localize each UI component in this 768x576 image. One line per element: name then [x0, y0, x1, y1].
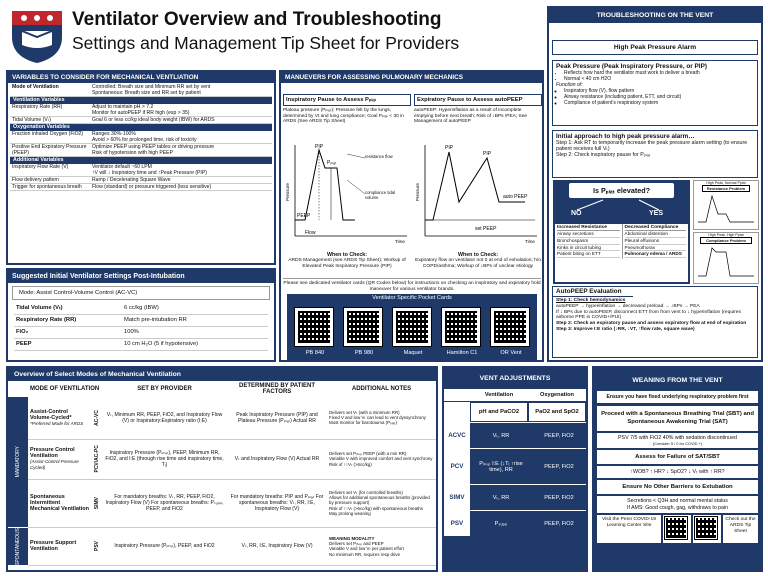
- autopeep-step-2: Step 2: Check an expiratory pause and assess expiratory flow at end of expiration: [556, 321, 747, 327]
- psv-setting: PSV 7/5 with FiO2 40% with sedation discontinued: [618, 435, 737, 441]
- initial-setting-row: [14, 315, 268, 327]
- ards-tip-sheet-link[interactable]: Check out the ARDS Tip Sheet: [723, 515, 758, 543]
- autopeep-step-1-text: autoPEEP → hyperinflation → decreased preload → ↓BPs → PEA If ↓ BPs due to autoPEEP, disconnect ETT from from vent to ↓ hyperinflation (requires airborne PPE in COVID+/PUI): [556, 303, 741, 321]
- initial-settings-table: [8, 303, 274, 351]
- troubleshooting-header: TROUBLESHOOTING ON THE VENT: [549, 8, 761, 23]
- qr-label: PB 980: [354, 350, 374, 356]
- setting-value: Match pre-intubation RR: [124, 317, 187, 323]
- mini-graph-1-sub: Resistance Problem: [702, 185, 750, 192]
- maneuvers-header: MANUEVERS FOR ASSESSING PULMONARY MECHANICS: [281, 72, 542, 83]
- check-right-text: Expiratory flow on ventilator not 0 at end of exhalation; h/o COPD/asthma; Workup of ↓BPs of unclear etiology: [415, 258, 541, 269]
- vent-adjustments-panel: [442, 366, 588, 572]
- compliance-causes: [625, 231, 687, 258]
- check-right-title: When to Check:: [457, 252, 499, 258]
- variable-description: Adjust to maintain pH > 7.2 Monitor for autoPEEP if RR high (esp > 35): [92, 103, 190, 116]
- check-left-title: When to Check:: [326, 252, 368, 258]
- compliance-cause: Pneumothorax: [625, 245, 687, 252]
- weaning-header: WEANING FROM THE VENT: [632, 377, 723, 384]
- graph-right-pip-2: PIP: [483, 151, 492, 157]
- weaning-ensure: Ensure you have fixed underlying respiratory problem first: [597, 391, 758, 403]
- spontaneous-side-label: SPONTANEOUS: [15, 527, 21, 566]
- expiratory-pause-graph: [415, 140, 541, 244]
- variable-name: Positive End Expiratory Pressure (PEEP): [12, 143, 87, 156]
- ventilation-adjustment: Vₜ, RR: [492, 494, 510, 501]
- initial-setting-row: [14, 339, 268, 351]
- page-title: Ventilator Overview and Troubleshooting: [72, 9, 442, 30]
- adjustment-row: [444, 422, 586, 448]
- compliance-cause: Pulmonary edema / ARDS: [625, 251, 687, 258]
- qr-code-covid: [663, 515, 691, 543]
- mode-row: [8, 479, 436, 527]
- mode-abbreviation: PCV/AC-PC: [94, 445, 100, 473]
- modes-column-header: ADDITIONAL NOTES: [351, 386, 412, 392]
- mandatory-side-label: MANDATORY: [15, 446, 21, 478]
- qr-label: Hamilton C1: [446, 350, 478, 356]
- approach-step-2: Step 2: Check inspiratory pause for Pₚₗₐₜ: [556, 152, 651, 159]
- function-item: ◦ Compliance of patient’s respiratory system: [564, 100, 754, 106]
- adjustment-mode: PSV: [444, 511, 470, 536]
- qr-code[interactable]: [491, 308, 529, 346]
- mode-note: Delivers set Vₜ (for controlled breaths): [329, 489, 403, 495]
- resistance-causes: [557, 231, 620, 258]
- patient-determined: Vₜ and Inspiratory Flow (V) Actual RR: [227, 439, 327, 479]
- resistance-cause: Airway secretions: [557, 231, 620, 238]
- setting-value: 100%: [124, 329, 139, 335]
- variable-description: Ranges 30%-100% Avoid > 60% for prolonged time, risk of toxicity: [92, 130, 197, 143]
- setting-name: Tidal Volume (Vₜ): [16, 305, 63, 311]
- ventilation-adjustment: Pᵢₙₛₚ I:E (↓Tᵢ ↑rise time), RR: [479, 460, 523, 473]
- oxygenation-col: Oxygenation: [540, 392, 574, 398]
- variables-row: [10, 144, 272, 157]
- variable-description: Optimize PEEP using PEEP tables or driving pressure Risk of hypotension with high PEEP: [92, 143, 215, 156]
- qr-code-ards: [693, 515, 721, 543]
- mode-abbreviation: SIMV: [94, 496, 100, 510]
- mode-row: [8, 397, 436, 439]
- decision-arrows: [553, 198, 690, 218]
- graph-right-xlabel: Time: [525, 239, 535, 244]
- mini-graph-2: [694, 244, 760, 280]
- variable-name: Flow delivery pattern: [12, 176, 59, 183]
- mini-graph-1: [694, 192, 760, 226]
- resistance-cause: Patient biting on ETT: [557, 251, 620, 258]
- ventilation-adjustment: Pₛᵤₚₚ: [494, 520, 508, 527]
- adjustment-rows: [444, 422, 586, 536]
- variable-description: Goal 6 or less cc/kg ideal body weight (IBW) for ARDS: [92, 116, 215, 123]
- vent-adjustments-header: VENT ADJUSTMENTS: [479, 375, 551, 382]
- mode-subtitle: *Preferred Mode for ARDS: [30, 420, 84, 426]
- function-item: ◦ Airway resistance (including patient, ETT, and circuit): [564, 94, 754, 100]
- secretions-criterion: Secretions < Q3H and normal mental status: [627, 498, 728, 504]
- mode-name: Spontaneous Intermittent Mechanical Ventilation: [30, 494, 89, 512]
- variables-section-header: Ventilation Variables: [10, 97, 272, 104]
- compliance-cause: Abdominal distention: [625, 231, 687, 238]
- set-by-provider: Vₜ, Minimum RR, PEEP, FiO2, and Inspiratory Flow (V) or Inspiratory:Expiratory ratio (I:E): [102, 397, 227, 439]
- variables-table: [8, 83, 274, 192]
- mode-note: Fixed V and low Vₜ can lead to vent dyssynchrony: [329, 415, 426, 421]
- variable-name: Inspiratory Flow Rate (V): [12, 163, 69, 170]
- ventilation-col: Ventilation: [484, 392, 514, 398]
- variables-panel: [6, 70, 276, 265]
- covid-learning-center-link[interactable]: Visit the Penn COVID-19 Learning Center Site: [597, 515, 661, 543]
- graph-right-setpeep: set PEEP: [475, 226, 497, 232]
- graph-left-pip: PIP: [315, 144, 324, 150]
- variables-row: [10, 117, 272, 124]
- variable-description: Ramp / Decelerating Square Wave: [92, 176, 171, 183]
- graph-left-peep: PEEP: [297, 213, 311, 219]
- mini-graph-2-title: High Peak, High Pplat: [708, 233, 744, 237]
- mode-note: Variable V with improved comfort and vent synchrony: [329, 456, 433, 462]
- graph-left-pplat: Pₚₗₐₜ: [327, 160, 337, 166]
- mode-note: WEANING MODALITY: [329, 536, 375, 542]
- expiratory-pause-text: autoPEEP: Hyperinflation as a result of incomplete emptying before next breath; Risk of ↓BPs /PEA; See Management of autoPEEP: [414, 108, 528, 125]
- peak-pressure-title: Peak Pressure (Peak Inspiratory Pressure, or PIP): [556, 63, 707, 70]
- adjustment-row: [444, 448, 586, 484]
- expiratory-pause-title: Expiratory Pause to Assess autoPEEP: [414, 94, 542, 106]
- oxygenation-subheader: PaO2 and SpO2: [528, 402, 586, 422]
- autopeep-title: AutoPEEP Evaluation: [553, 287, 633, 297]
- adjustment-row: [444, 484, 586, 510]
- mode-note: No minimum RR, requires resp drive: [329, 551, 401, 557]
- sbt-sat-box: Proceed with a Spontaneous Breathing Trial (SBT) and Spontaneous Awakening Trial (SAT): [597, 406, 758, 431]
- graph-right-ylabel: Pressure: [415, 182, 420, 201]
- resistance-cause: Bronchospasm: [557, 238, 620, 245]
- qr-code[interactable]: [442, 308, 480, 346]
- function-of-label: Function of:: [556, 82, 583, 88]
- variables-row: [10, 164, 272, 177]
- setting-name: PEEP: [16, 341, 32, 347]
- variable-description: Controlled: Breath size and Minimum RR set by vent Spontaneous: Breath size and RR set by patient: [92, 84, 211, 97]
- patient-determined: Vₜ, RR, I:E, Inspiratory Flow (V): [227, 527, 327, 566]
- graph-left-compliance: compliance tidal volume: [365, 190, 396, 200]
- initial-settings-panel: [6, 268, 276, 362]
- variable-description: Ventilator default ~60 LPM ↑V will ↓ Inspiratory time and ↑Peak Pressure (PIP): [92, 163, 207, 176]
- variables-row: [10, 177, 272, 184]
- answer-no: NO: [571, 210, 582, 217]
- variable-name: Fraction inhaled Oxygen (FiO2): [12, 130, 84, 137]
- mode-row: [8, 439, 436, 479]
- inspiratory-pause-title: Inspiratory Pause to Assess Pₚₗₐₜ: [283, 94, 411, 106]
- peak-pressure-bullets: [556, 70, 754, 82]
- oxygenation-adjustment: PEEP, FiO2: [544, 494, 574, 501]
- failure-signs: ↑WOB? ↑ HR? ↓ SpO2? ↓ Vₜ with ↑ RR?: [597, 466, 758, 478]
- setting-value: 10 cm H₂O (5 if hypotensive): [124, 341, 199, 347]
- mode-subtitle: (Assist-Control Pressure Cycled): [30, 459, 79, 470]
- initial-mode: Mode: Assist Control-Volume Control (AC-VC): [12, 286, 270, 300]
- variable-name: Respiratory Rate (RR): [12, 103, 63, 110]
- initial-setting-row: [14, 327, 268, 339]
- pplat-question: Is Pₚₗₐₜ elevated?: [569, 183, 674, 198]
- ventilation-subheader: pH and PaCO2: [470, 402, 528, 422]
- qr-code[interactable]: [295, 308, 333, 346]
- mode-note: Delivers set Pᵢₙₛₚ and PEEP: [329, 541, 384, 547]
- psv-covid-note: (Consider 5 / 0 for COVID +): [652, 441, 703, 446]
- mode-note: Delivers set Pᵢₙₛₚ PEEP (with a min RR): [329, 451, 407, 457]
- answer-yes: YES: [649, 210, 664, 217]
- modes-table: [8, 381, 436, 566]
- patient-determined: For mandatory breaths: PIP and Pₚₗₐₜ For spontaneous breaths: Vₜ, RR, I:E, Inspiratory Flow (V): [227, 479, 327, 527]
- adjustment-mode: PCV: [444, 449, 470, 484]
- mode-note: Variable V and low Vₜ per patient effort: [329, 546, 404, 552]
- inspiratory-pause-graph: [285, 140, 411, 244]
- mini-graph-1-title: High Peak, Normal Pplat: [706, 181, 746, 185]
- variables-row: [10, 104, 272, 117]
- graph-left-ylabel: Pressure: [285, 182, 290, 201]
- oxygenation-adjustment: PEEP, FiO2: [544, 520, 574, 527]
- weaning-panel: [592, 366, 763, 572]
- variable-name: Mode of Ventilation: [12, 84, 59, 90]
- mode-row: [8, 527, 436, 566]
- inspiratory-pause-text: Plateau pressure (Pₚₗₐₜ): Pressure felt by the lungs, determined by Vt and lung compliance; Goal Pₚₗₐₜ < 30 in ARDS (See ARDS Tip Sheet): [283, 108, 404, 125]
- adjustment-mode: SIMV: [444, 485, 470, 510]
- mode-note: Risk of ↑↑Vₜ (>6cc/kg) with spontaneous breaths: [329, 505, 423, 511]
- mode-note: Allows for additional spontaneous breaths (provided by pressure support): [329, 495, 430, 506]
- mode-note: Must monitor for barotrauma (Pₚₗₐₜ): [329, 420, 398, 426]
- variables-section-header: Additional Variables: [10, 157, 272, 164]
- set-by-provider: Inspiratory Pressure (Pᵢₙₛₚ), PEEP, Minimum RR, FiO2, and I:E (through rise time and inspiratory time, Tᵢ): [102, 439, 227, 479]
- mode-name: Assist-Control Volume-Cycled*: [30, 408, 72, 421]
- setting-value: 6 cc/kg (IBW): [124, 305, 159, 311]
- ams-criterion: If AMS: Good cough, gag, withdraws to pain: [627, 504, 728, 511]
- adjustment-row: [444, 510, 586, 536]
- penn-logo-shield: [8, 7, 66, 65]
- qr-code[interactable]: [393, 308, 431, 346]
- modes-column-header: DETERMINED BY PATIENT FACTORS: [239, 383, 316, 395]
- modes-column-header: SET BY PROVIDER: [137, 386, 192, 392]
- initial-approach-title: Initial approach to high peak pressure alarm…: [556, 133, 695, 140]
- high-peak-pressure-alarm: High Peak Pressure Alarm: [552, 40, 758, 55]
- mode-note: May prolong weaning: [329, 510, 371, 516]
- qr-code[interactable]: [344, 308, 382, 346]
- compliance-cause: Pleural effusions: [625, 238, 687, 245]
- set-by-provider: Inspiratory Pressure (Pᵢₙₛₚ), PEEP, and FiO2: [102, 527, 227, 566]
- ventilation-adjustment: Vₜ, RR: [492, 432, 510, 439]
- initial-settings-header: Suggested Initial Ventilator Settings Post-Intubation: [8, 270, 274, 283]
- approach-step-1: Step 1: Ask RT to temporarily increase the peak pressure alarm setting (to ensure patient receives full Vₜ): [556, 140, 748, 153]
- qr-label: PB 840: [305, 350, 325, 356]
- mode-abbreviation: AC-VC: [94, 409, 100, 426]
- variables-row: [10, 184, 272, 191]
- peak-bullet: • Normal < 40 cm H2O: [564, 76, 754, 82]
- setting-name: FiO₂: [16, 329, 29, 335]
- page-subtitle: Settings and Management Tip Sheet for Providers: [72, 33, 460, 53]
- variables-section-header: Oxygenation Variables: [10, 124, 272, 131]
- mini-graph-2-sub: Compliance Problem: [700, 237, 752, 244]
- function-item: ◦ Inspiratory flow (V), flow pattern: [564, 88, 754, 94]
- set-by-provider: For mandatory breaths: Vₜ, RR, PEEP, FiO2, Inspiratory Flow (V) For spontaneous breaths: Pₛᵤₚₚ, PEEP, and FiO2: [102, 479, 227, 527]
- variable-name: Tidal Volume (Vₜ): [12, 116, 51, 123]
- graph-right-autopeep: auto PEEP: [503, 194, 528, 200]
- graph-left-resistance: resistance flow: [365, 154, 393, 159]
- maneuvers-panel: [279, 70, 544, 362]
- variables-row: [10, 84, 272, 97]
- mode-note: Risk of ↑↑Vₜ (>6cc/kg): [329, 461, 372, 467]
- qr-label: OR Vent: [500, 350, 522, 356]
- mode-name: Pressure Control Ventilation: [30, 447, 75, 459]
- resistance-cause: Kinks in circuit tubing: [557, 245, 620, 252]
- mode-abbreviation: PSV: [94, 541, 100, 552]
- variable-name: Trigger for spontaneous breath: [12, 183, 82, 190]
- variable-description: Flow (standard) or pressure triggered (less sensitive): [92, 183, 212, 190]
- patient-determined: Peak Inspiratory Pressure (PIP) and Plateau Pressure (Pₚₗₐₜ) Actual RR: [227, 397, 327, 439]
- graph-left-xlabel: Time: [395, 239, 405, 244]
- function-of-list: [556, 88, 754, 106]
- adjustment-mode: ACVC: [444, 423, 470, 448]
- setting-name: Respiratory Rate (RR): [16, 317, 77, 323]
- increased-resistance-label: Increased Resistance: [557, 225, 620, 231]
- assess-failure-title: Assess for Failure of SAT/SBT: [597, 450, 758, 464]
- oxygenation-adjustment: PEEP, FiO2: [544, 432, 574, 439]
- mode-note: Delivers set Vₜ (with a minimum RR): [329, 409, 400, 415]
- modes-header: Overview of Select Modes of Mechanical Ventilation: [8, 368, 436, 381]
- qr-label: Maquet: [403, 350, 423, 356]
- peak-bullet: • Reflects how hard the ventilator must work to deliver a breath: [564, 70, 754, 76]
- graph-left-flow: Flow: [305, 230, 316, 236]
- autopeep-step-3: Step 3: Improve I:E ratio (↓RR, ↓VT, ↑flow rate, square wave): [556, 326, 695, 332]
- initial-setting-row: [14, 303, 268, 315]
- variables-row: [10, 131, 272, 144]
- graph-right-pip-1: PIP: [445, 145, 454, 151]
- oxygenation-adjustment: PEEP, FiO2: [544, 463, 574, 470]
- autopeep-step-1: Step 1: Check hemodynamics: [556, 298, 626, 303]
- barriers-title: Ensure No Other Barriers to Extubation: [597, 480, 758, 494]
- modes-panel: [6, 366, 438, 572]
- variables-header: VARIABLES TO CONSIDER FOR MECHANICAL VENTLIATION: [8, 72, 274, 83]
- mode-name: Pressure Support Ventilation: [30, 540, 77, 553]
- qr-section-title: Ventilator Specific Pocket Cards: [372, 295, 452, 301]
- check-left-text: ARDS Management (see ARDS Tip Sheet); Workup of Elevated Peak Inspiratory Pressure (PIP): [288, 258, 406, 269]
- qr-note: Please see dedicated ventilator cards (QR Codes below) for instructions on checking an inspiratory and expiratory hold maneuver for various ventilator brands.: [283, 278, 541, 293]
- modes-column-header: MODE OF VENTILATION: [30, 386, 100, 392]
- decreased-compliance-label: Decreased Compliance: [625, 225, 687, 231]
- troubleshooting-panel: [547, 6, 763, 362]
